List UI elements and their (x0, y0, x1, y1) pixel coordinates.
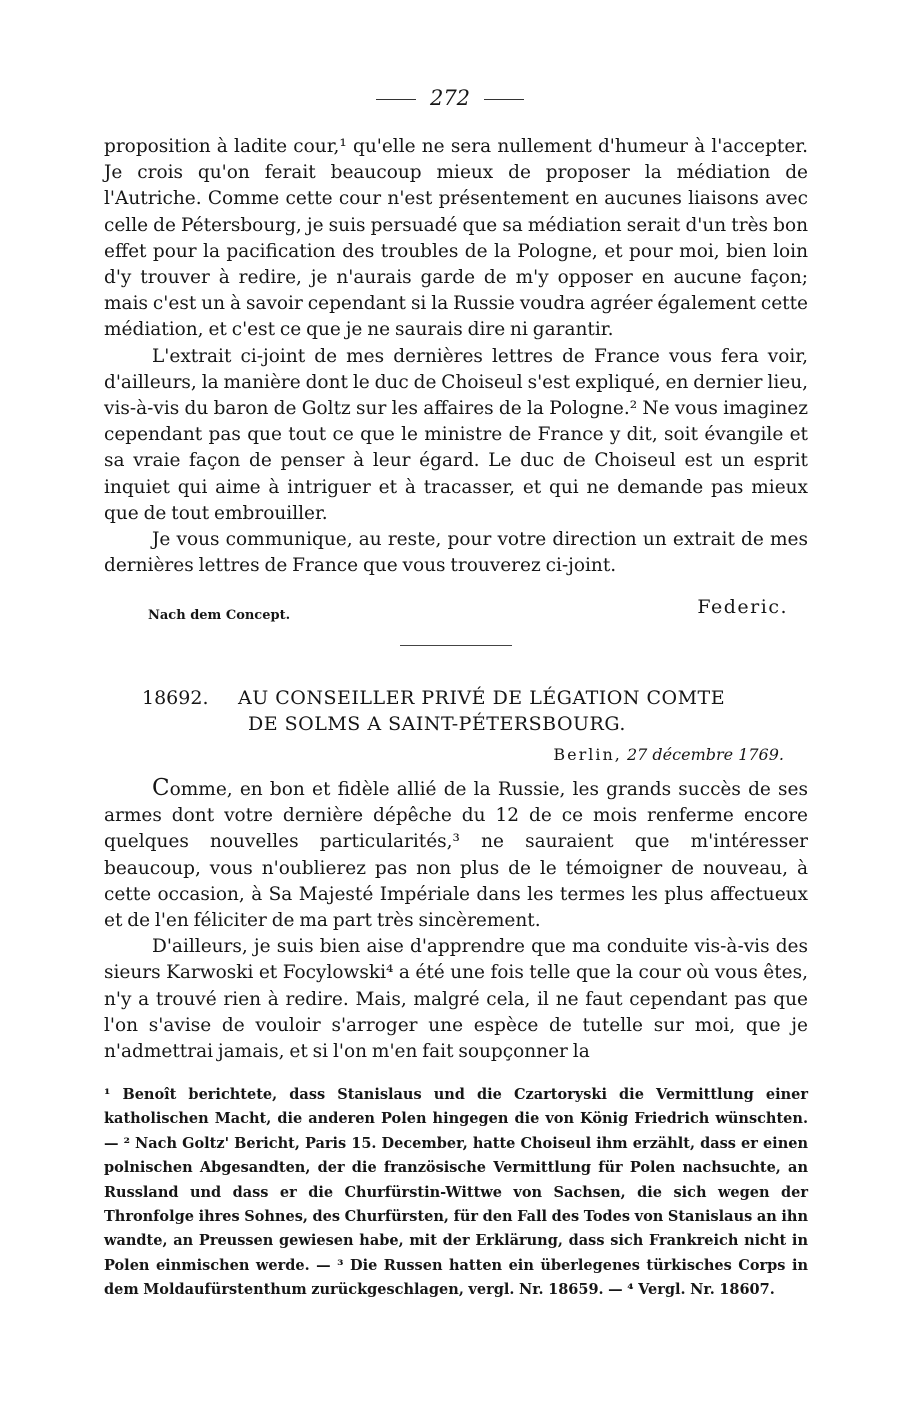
letter-paragraph-1 (104, 775, 808, 934)
page-number-line (0, 86, 900, 110)
section-divider (400, 645, 512, 646)
dateline-date: 27 décembre 1769. (626, 745, 784, 764)
letter-paragraph-2: D'ailleurs, je suis bien aise d'apprendre que ma conduite vis-à-vis des sieurs Karwoski et Focylowski⁴ a été une fois telle que la cour où vous êtes, n'y a trouvé rien à redire. Mais, malgré cela, il ne faut cependant pas que l'on s'avise de vouloir s'arroger une espèce de tutelle sur moi, que je n'admettrai jamais, et si l'on m'en fait soupçonner la (104, 936, 808, 1063)
source-note: Nach dem Concept. (148, 608, 291, 623)
dateline (553, 745, 784, 764)
continuation-paragraph: proposition à ladite cour,¹ qu'elle ne sera nullement d'humeur à l'accepter. Je crois qu'on ferait beaucoup mieux de proposer la médiation de l'Autriche. Comme cette cour n'est présentement en aucunes liaisons avec celle de Pétersbourg, je suis persuadé que sa médiation serait d'un très bon effet pour la pacification des troubles de la Pologne, et pour moi, bien loin d'y trouver à redire, je n'aurais garde de m'y opposer en aucune façon; mais c'est un à savoir cependant si la Russie voudra agréer également cette médiation, et c'est ce que je ne saurais dire ni garantir. (104, 136, 808, 341)
footnotes (104, 1083, 808, 1303)
paragraph-extract: Je vous communique, au reste, pour votre direction un extrait de mes dernières lettres de France que vous trouverez ci-joint. (104, 529, 808, 577)
dateline-place: Berlin, (553, 745, 622, 764)
letter-heading-line-2: DE SOLMS A SAINT-PÉTERSBOURG. (248, 713, 626, 735)
page-number-dash-right (484, 99, 524, 100)
letter-body (104, 775, 808, 1065)
paragraph-choiseul: L'extrait ci-joint de mes dernières lettres de France vous fera voir, d'ailleurs, la manière dont le duc de Choiseul s'est expliqué, en dernier lieu, vis-à-vis du baron de Goltz sur les affaires de la Pologne.² Ne vous imaginez cependant pas que tout ce que le ministre de France y dit, soit évangile et sa vraie façon de penser à leur égard. Le duc de Choiseul est un esprit inquiet qui aime à intriguer et à tracasser, et qui ne demande pas mieux que de tout embrouiller. (104, 345, 808, 524)
page-number-dash-left (376, 99, 416, 100)
footnotes-text: ¹ Benoît berichtete, dass Stanislaus und die Czartoryski die Vermittlung einer katholischen Macht, die anderen Polen hingegen die von König Friedrich wünschten. — ² Nach Goltz' Bericht, Paris 15. December, hatte Choiseul ihm erzählt, dass er einen polnischen Abgesandten, der die französische Vermittlung für Polen nachsuchte, an Russland und dass er die Churfürstin-Wittwe von Sachsen, die sich wegen der Thronfolge ihres Sohnes, des Churfürsten, für den Fall des Todes von Stanislaus an ihn wandte, an Preussen gewiesen habe, mit der Erklärung, dass sich Frankreich nicht in Polen einmischen werde. — ³ Die Russen hatten ein überlegenes türkisches Corps in dem Moldaufürstenthum zurückgeschlagen, vergl. Nr. 18659. — ⁴ Vergl. Nr. 18607. (104, 1086, 808, 1299)
letter-number: 18692. (142, 687, 209, 709)
page-number: 272 (429, 86, 471, 110)
previous-letter-body (104, 134, 808, 579)
letter-heading-line-1: AU CONSEILLER PRIVÉ DE LÉGATION COMTE (238, 687, 726, 709)
initial-letter: C (152, 775, 170, 801)
signature: Federic. (697, 596, 788, 618)
letter-paragraph-1-text: omme, en bon et fidèle allié de la Russie, les grands succès de ses armes dont votre dernière dépêche du 12 de ce mois renferme encore quelques nouvelles particularités,³ ne sauraient que m'intéresser beaucoup, vous n'oublierez pas non plus de le témoigner de nouveau, à cette occasion, à Sa Majesté Impériale dans les termes les plus affectueux et de l'en féliciter de ma part très sincèrement. (104, 779, 808, 932)
